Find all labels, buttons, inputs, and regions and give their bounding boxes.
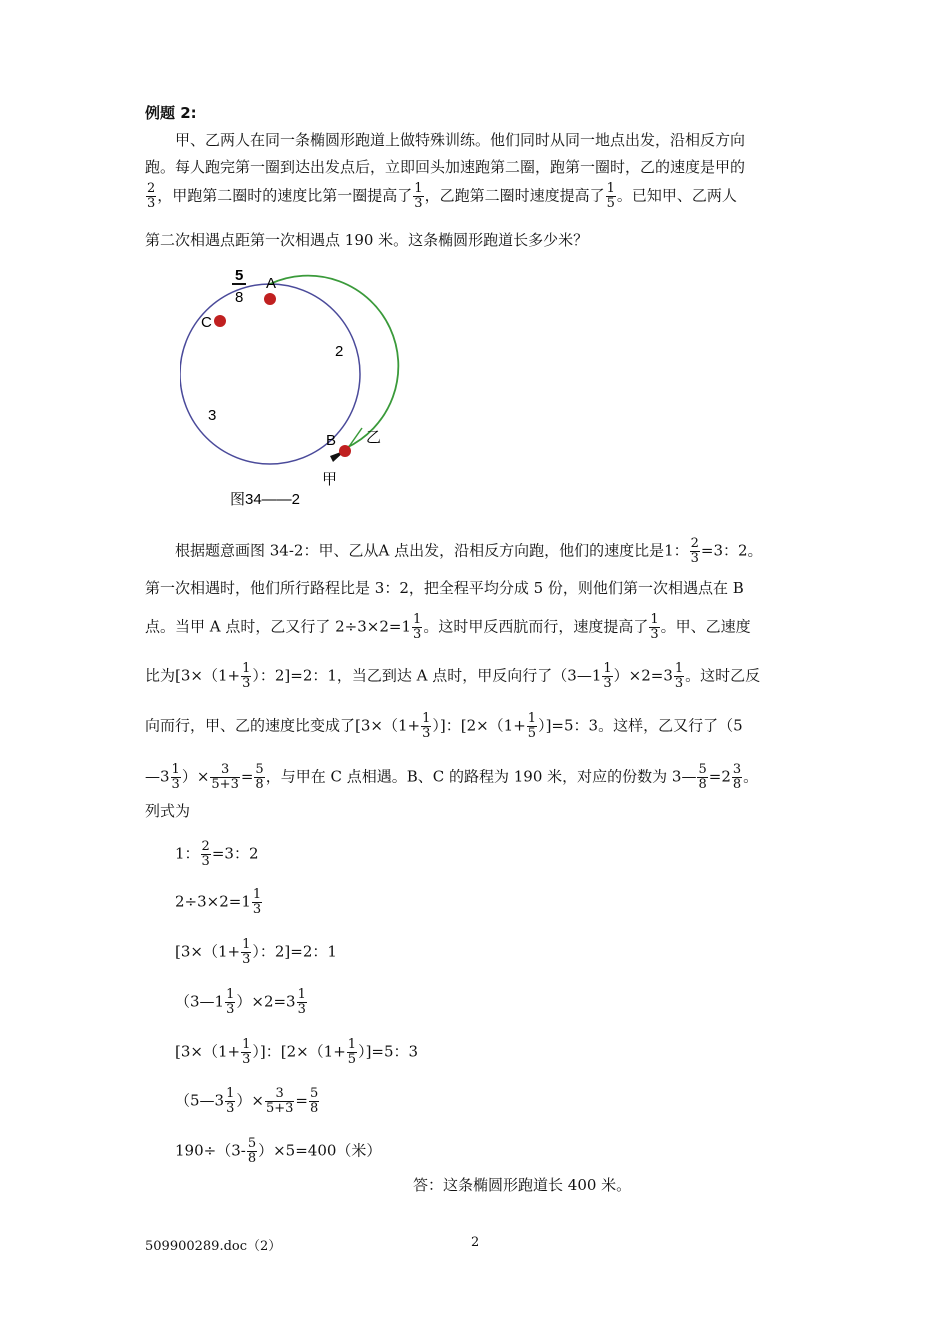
frac-den: 8 bbox=[235, 289, 244, 306]
point-B-dot bbox=[339, 445, 351, 457]
fraction: $\frac{5}{8}$ bbox=[255, 762, 264, 792]
problem-line-1: 甲、乙两人在同一条椭圆形跑道上做特殊训练。他们同时从同一地点出发，沿相反方向 bbox=[175, 131, 746, 149]
fraction: $\frac{1}{5}$ bbox=[347, 1037, 357, 1067]
frac-num: 5 bbox=[235, 267, 244, 284]
fraction: $\frac{1}{3}$ bbox=[603, 661, 612, 691]
example-heading: 例题 2: bbox=[145, 104, 197, 122]
fraction: $\frac{5}{8}$ bbox=[309, 1086, 319, 1116]
solution-line-1: 根据题意画图 34-2：甲、乙从A 点出发，沿相反方向跑，他们的速度比是1： $\frac{2}{3}$ =3：2。 bbox=[175, 536, 763, 566]
answer: 答：这条椭圆形跑道长 400 米。 bbox=[413, 1176, 632, 1194]
solution-line-6: —3 $\frac{1}{3}$ ）× $\frac{3}{5+3}$ = $\frac{5}{8}$ ，与甲在 C 点相遇。B、C 的路程为 190 米，对应的份数为 3— $\frac{5}{8}$ =2 $\frac{3}{8}$ 。 bbox=[145, 762, 759, 792]
point-A-dot bbox=[264, 293, 276, 305]
fraction: $\frac{5}{8}$ bbox=[247, 1136, 257, 1166]
point-C-dot bbox=[214, 315, 226, 327]
fraction: $\frac{1}{3}$ bbox=[242, 937, 251, 967]
formula-3: [3×（1+ $\frac{1}{3}$ ）：2]=2：1 bbox=[175, 937, 337, 967]
track-diagram bbox=[180, 262, 410, 512]
formula-5: [3×（1+ $\frac{1}{3}$ ）]：[2×（1+ $\frac{1}{5}$ ）]=5：3 bbox=[175, 1037, 419, 1067]
track-green-arc bbox=[270, 276, 398, 448]
problem-line-4: 第二次相遇点距第一次相遇点 190 米。这条椭圆形跑道长多少米？ bbox=[145, 231, 589, 249]
problem-line-2: 跑。每人跑完第一圈到达出发点后，立即回头加速跑第二圈，跑第一圈时，乙的速度是甲的 bbox=[145, 158, 746, 176]
solution-line-2: 第一次相遇时，他们所行路程比是 3：2，把全程平均分成 5 份，则他们第一次相遇点在 B bbox=[145, 579, 744, 597]
yi-arrow bbox=[348, 428, 362, 448]
solution-line-4: 比为[3×（1+ $\frac{1}{3}$ ）：2]=2：1，当乙到达 A 点时，甲反向行了（3—1 $\frac{1}{3}$ ）×2=3 $\frac{1}{3}$ 。这时乙反 bbox=[145, 661, 761, 691]
fraction: $\frac{1}{3}$ bbox=[226, 1086, 235, 1116]
footer-filename: 509900289.doc（2） bbox=[145, 1239, 282, 1254]
fraction: $\frac{1}{3}$ bbox=[297, 987, 306, 1017]
label-A: A bbox=[266, 275, 277, 292]
fraction: $\frac{2}{3}$ bbox=[147, 181, 156, 211]
fraction: $\frac{1}{3}$ bbox=[226, 987, 235, 1017]
fraction: $\frac{2}{3}$ bbox=[690, 536, 699, 566]
runner-yi: 乙 bbox=[366, 428, 382, 446]
page-number: 2 bbox=[471, 1235, 480, 1250]
fraction: $\frac{3}{8}$ bbox=[732, 762, 742, 792]
fraction: $\frac{1}{3}$ bbox=[171, 762, 180, 792]
label-C: C bbox=[201, 314, 212, 331]
fraction: $\frac{2}{3}$ bbox=[201, 839, 210, 869]
fraction: $\frac{1}{3}$ bbox=[674, 661, 684, 691]
formula-2: 2÷3×2=1 $\frac{1}{3}$ bbox=[175, 887, 262, 917]
formula-4: （3—1 $\frac{1}{3}$ ）×2=3 $\frac{1}{3}$ bbox=[175, 987, 306, 1017]
fraction: $\frac{1}{3}$ bbox=[413, 612, 422, 642]
fraction: $\frac{1}{3}$ bbox=[242, 1037, 251, 1067]
fraction: $\frac{1}{3}$ bbox=[650, 612, 659, 642]
fraction: $\frac{1}{5}$ bbox=[606, 181, 615, 211]
fraction: $\frac{1}{5}$ bbox=[527, 711, 537, 741]
solution-line-3: 点。当甲 A 点时，乙又行了 2÷3×2=1 $\frac{1}{3}$ 。这时甲反西肮而行，速度提高了 $\frac{1}{3}$ 。甲、乙速度 bbox=[145, 612, 751, 642]
fraction: $\frac{5}{8}$ bbox=[698, 762, 707, 792]
formula-7: 190÷（3- $\frac{5}{8}$ ）×5=400（米） bbox=[175, 1136, 382, 1166]
solution-line-7: 列式为 bbox=[145, 802, 191, 820]
fraction: $\frac{3}{5+3}$ bbox=[265, 1086, 294, 1116]
seg-label-2: 2 bbox=[335, 343, 344, 360]
label-B: B bbox=[326, 432, 337, 449]
fraction: $\frac{1}{3}$ bbox=[242, 661, 251, 691]
formula-1: 1： $\frac{2}{3}$ =3：2 bbox=[175, 839, 259, 869]
solution-line-5: 向而行，甲、乙的速度比变成了[3×（1+ $\frac{1}{3}$ ）]：[2×（1+ $\frac{1}{5}$ ）]=5：3。这样，乙又行了（5 bbox=[145, 711, 743, 741]
fraction: $\frac{1}{3}$ bbox=[252, 887, 262, 917]
formula-6: （5—3 $\frac{1}{3}$ ）× $\frac{3}{5+3}$ = $\frac{5}{8}$ bbox=[175, 1086, 319, 1116]
fraction: $\frac{1}{3}$ bbox=[422, 711, 431, 741]
problem-line-3: $\frac{2}{3}$ ，甲跑第二圈时的速度比第一圈提高了 $\frac{1}{3}$ ，乙跑第二圈时速度提高了 $\frac{1}{5}$ 。已知甲、乙两人 bbox=[147, 181, 737, 211]
figure-caption: 图34——2 bbox=[230, 491, 301, 508]
seg-label-3: 3 bbox=[208, 407, 217, 424]
runner-jia: 甲 bbox=[322, 470, 338, 488]
fraction: $\frac{1}{3}$ bbox=[414, 181, 423, 211]
fraction: $\frac{3}{5+3}$ bbox=[211, 762, 239, 792]
